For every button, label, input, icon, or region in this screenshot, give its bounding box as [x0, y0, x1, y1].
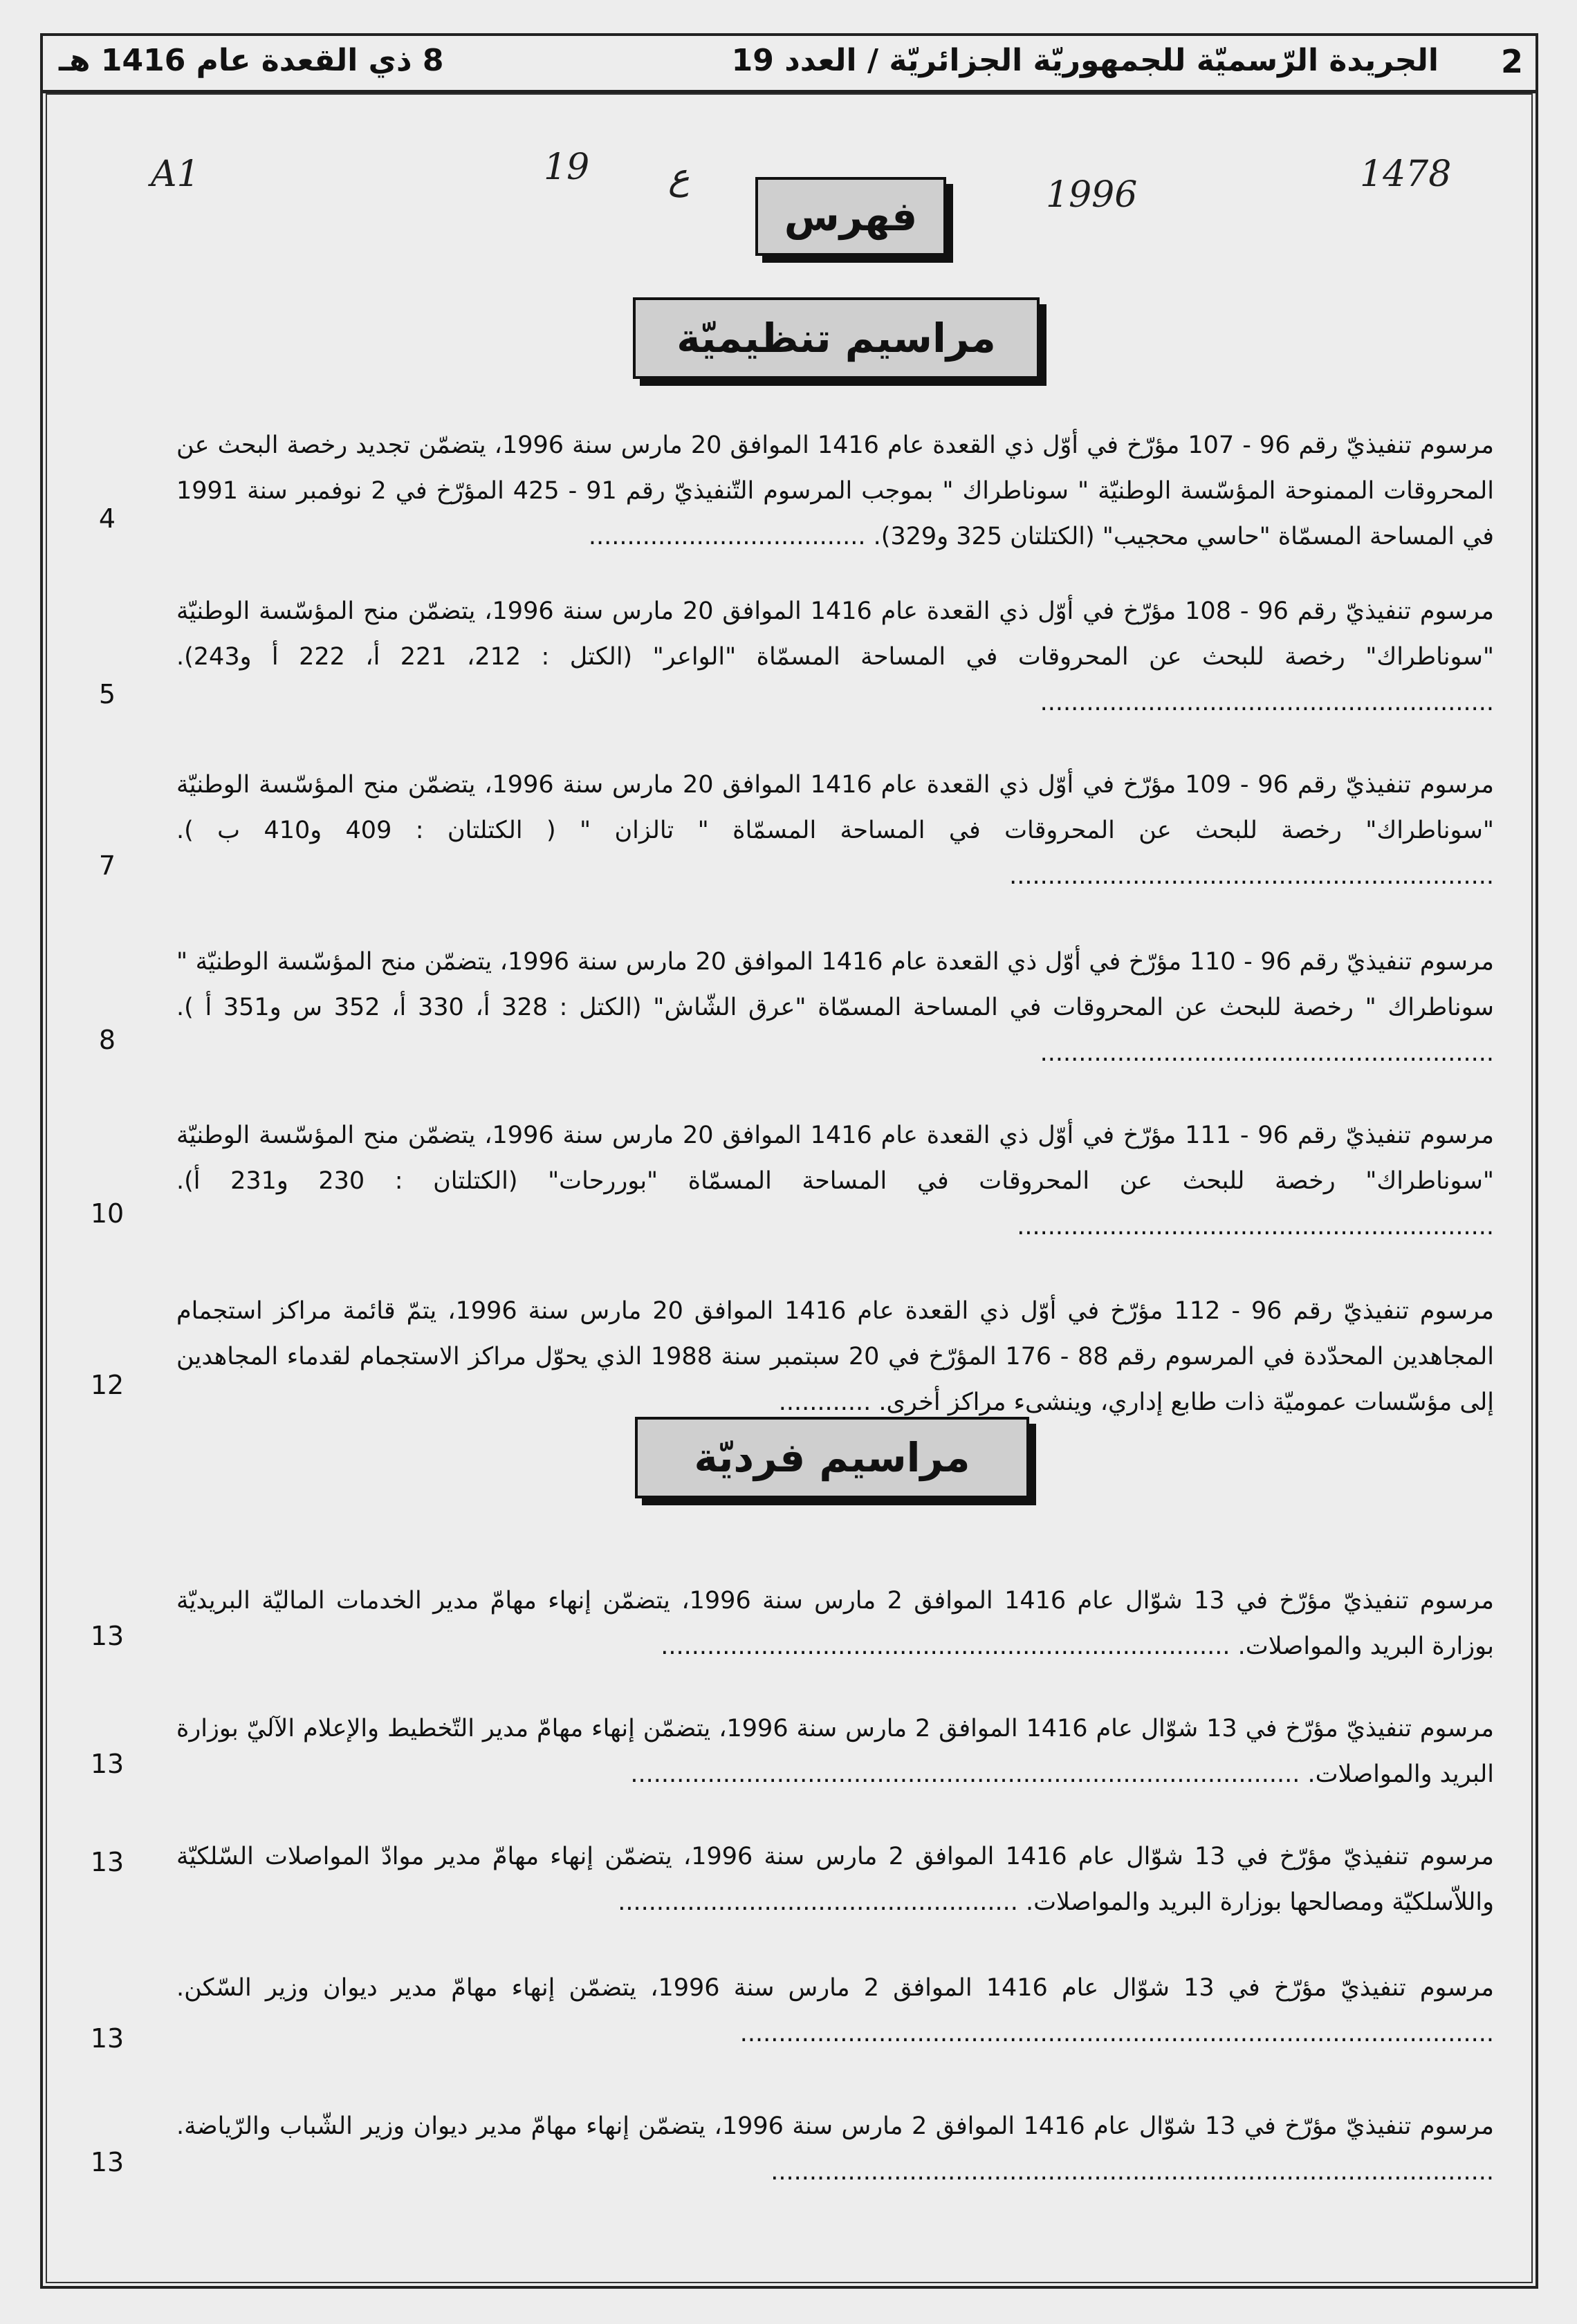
index-entry: [176, 1578, 1494, 1669]
entry-text: مرسوم تنفيذيّ مؤرّخ في 13 شوّال عام 1416 الموافق 2 مارس سنة 1996، يتضمّن إنهاء مهامّ مدير ديوان وزير الشّباب والرّياضة.: [176, 2112, 1494, 2140]
handwritten-note: ع: [668, 156, 690, 198]
entry-text: مرسوم تنفيذيّ رقم 96 - 107 مؤرّخ في أوّل ذي القعدة عام 1416 الموافق 20 مارس سنة 1996، يتضمّن تجديد رخصة البحث عن المحروقات الممنوحة المؤسّسة الوطنيّة " سوناطراك " بموجب المرسوم التّنفيذيّ رقم 91 - 425 المؤرّخ في 2 نوفمبر سنة 1991 في المساحة المسمّاة "حاسي محجيب" (الكتلتان 325 و329).: [176, 431, 1494, 550]
entry-dots: ...........................................................: [1040, 689, 1494, 716]
entry-dots: ..........................................................................: [661, 1633, 1230, 1660]
entry-dots: ...........................................................: [1040, 1039, 1494, 1067]
handwritten-note: A1: [151, 154, 200, 195]
issue-date: 8 ذي القعدة عام 1416 هـ: [59, 43, 444, 78]
index-entry: [176, 762, 1494, 899]
section-title-individual-decrees: مراسيم فرديّة: [635, 1417, 1029, 1498]
entry-page-number: 12: [90, 1370, 124, 1400]
index-entry: [176, 1834, 1494, 1925]
index-entry: [176, 1706, 1494, 1797]
entry-text: مرسوم تنفيذيّ رقم 96 - 112 مؤرّخ في أوّل ذي القعدة عام 1416 الموافق 20 مارس سنة 1996، يتمّ قائمة مراكز استجمام المجاهدين المحدّدة في المرسوم رقم 88 - 176 المؤرّخ في 20 سبتمبر سنة 1988 الذي يحوّل مراكز الاستجمام لقدماء المجاهدين إلى مؤسّسات عموميّة ذات طابع إداري، وينشىء مراكز أخرى.: [176, 1297, 1494, 1416]
entry-text: مرسوم تنفيذيّ مؤرّخ في 13 شوّال عام 1416 الموافق 2 مارس سنة 1996، يتضمّن إنهاء مهامّ مدير ديوان وزير السّكن.: [176, 1974, 1494, 2002]
index-entry: [176, 939, 1494, 1076]
index-entry: [176, 422, 1494, 559]
entry-dots: ...............................................................: [1009, 862, 1494, 890]
entry-page-number: 8: [98, 1025, 116, 1055]
entry-page-number: 5: [98, 679, 116, 709]
section-title-regulatory-decrees: مراسيم تنظيميّة: [633, 297, 1040, 379]
entry-page-number: 10: [90, 1198, 124, 1229]
entry-dots: ..............................................................................................: [771, 2158, 1494, 2186]
page-number: 2: [1501, 43, 1524, 80]
entry-page-number: 13: [90, 2147, 124, 2177]
entry-dots: ....................................................: [618, 1888, 1018, 1916]
entry-text: مرسوم تنفيذيّ رقم 96 - 109 مؤرّخ في أوّل ذي القعدة عام 1416 الموافق 20 مارس سنة 1996، يتضمّن منح المؤسّسة الوطنيّة "سوناطراك" رخصة للبحث عن المحروقات في المساحة المسمّاة " تالزان " ( الكتلتان : 409 و410 ب ).: [176, 771, 1495, 844]
entry-dots: ............: [778, 1388, 872, 1416]
handwritten-note: 1478: [1360, 154, 1452, 195]
index-entry: [176, 588, 1494, 725]
entry-dots: ....................................: [588, 523, 866, 550]
entry-text: مرسوم تنفيذيّ رقم 96 - 108 مؤرّخ في أوّل ذي القعدة عام 1416 الموافق 20 مارس سنة 1996، يتضمّن منح المؤسّسة الوطنيّة "سوناطراك" رخصة للبحث عن المحروقات في المساحة المسمّاة "الواعر" (الكتل : 212، 221 أ، 222 أ و243).: [176, 597, 1495, 671]
entry-text: مرسوم تنفيذيّ رقم 96 - 110 مؤرّخ في أوّل ذي القعدة عام 1416 الموافق 20 مارس سنة 1996، يتضمّن منح المؤسّسة الوطنيّة " سوناطراك " رخصة للبحث عن المحروقات في المساحة المسمّاة "عرق الشّاش" (الكتل : 328 أ، 330 أ، 352 س و351 أ ).: [176, 948, 1495, 1021]
entry-text: مرسوم تنفيذيّ مؤرّخ في 13 شوّال عام 1416 الموافق 2 مارس سنة 1996، يتضمّن إنهاء مهامّ مدير الخدمات الماليّة البريديّة بوزارة البريد والمواصلات.: [176, 1587, 1494, 1660]
entry-page-number: 13: [90, 1621, 124, 1651]
header-rule: [40, 90, 1538, 93]
index-entry: [176, 1288, 1494, 1425]
handwritten-note: 1996: [1046, 174, 1138, 216]
entry-page-number: 7: [98, 850, 116, 881]
index-title: فهرس: [755, 177, 946, 256]
entry-page-number: 13: [90, 1749, 124, 1779]
entry-page-number: 4: [98, 503, 116, 534]
entry-text: مرسوم تنفيذيّ رقم 96 - 111 مؤرّخ في أوّل ذي القعدة عام 1416 الموافق 20 مارس سنة 1996، يتضمّن منح المؤسّسة الوطنيّة "سوناطراك" رخصة للبحث عن المحروقات في المساحة المسمّاة "بوررحات" (الكتلتان : 230 و231 أ).: [176, 1122, 1495, 1195]
index-entry: [176, 1113, 1494, 1249]
handwritten-note: 19: [544, 147, 590, 188]
entry-dots: .......................................................................................: [630, 1760, 1300, 1788]
index-entry: [176, 1965, 1494, 2056]
entry-page-number: 13: [90, 1847, 124, 1877]
entry-dots: ..............................................................: [1017, 1213, 1494, 1240]
entry-text: مرسوم تنفيذيّ مؤرّخ في 13 شوّال عام 1416 الموافق 2 مارس سنة 1996، يتضمّن إنهاء مهامّ مدير موادّ المواصلات السّلكيّة واللاّسلكيّة ومصالحها بوزارة البريد والمواصلات.: [176, 1843, 1494, 1916]
entry-page-number: 13: [90, 2023, 124, 2054]
gazette-title: الجريدة الرّسميّة للجمهوريّة الجزائريّة / العدد 19: [731, 43, 1439, 78]
index-entry: [176, 2103, 1494, 2195]
entry-dots: ..................................................................................................: [739, 2020, 1494, 2047]
entry-text: مرسوم تنفيذيّ مؤرّخ في 13 شوّال عام 1416 الموافق 2 مارس سنة 1996، يتضمّن إنهاء مهامّ مدير التّخطيط والإعلام الآليّ بوزارة البريد والمواصلات.: [176, 1715, 1495, 1788]
